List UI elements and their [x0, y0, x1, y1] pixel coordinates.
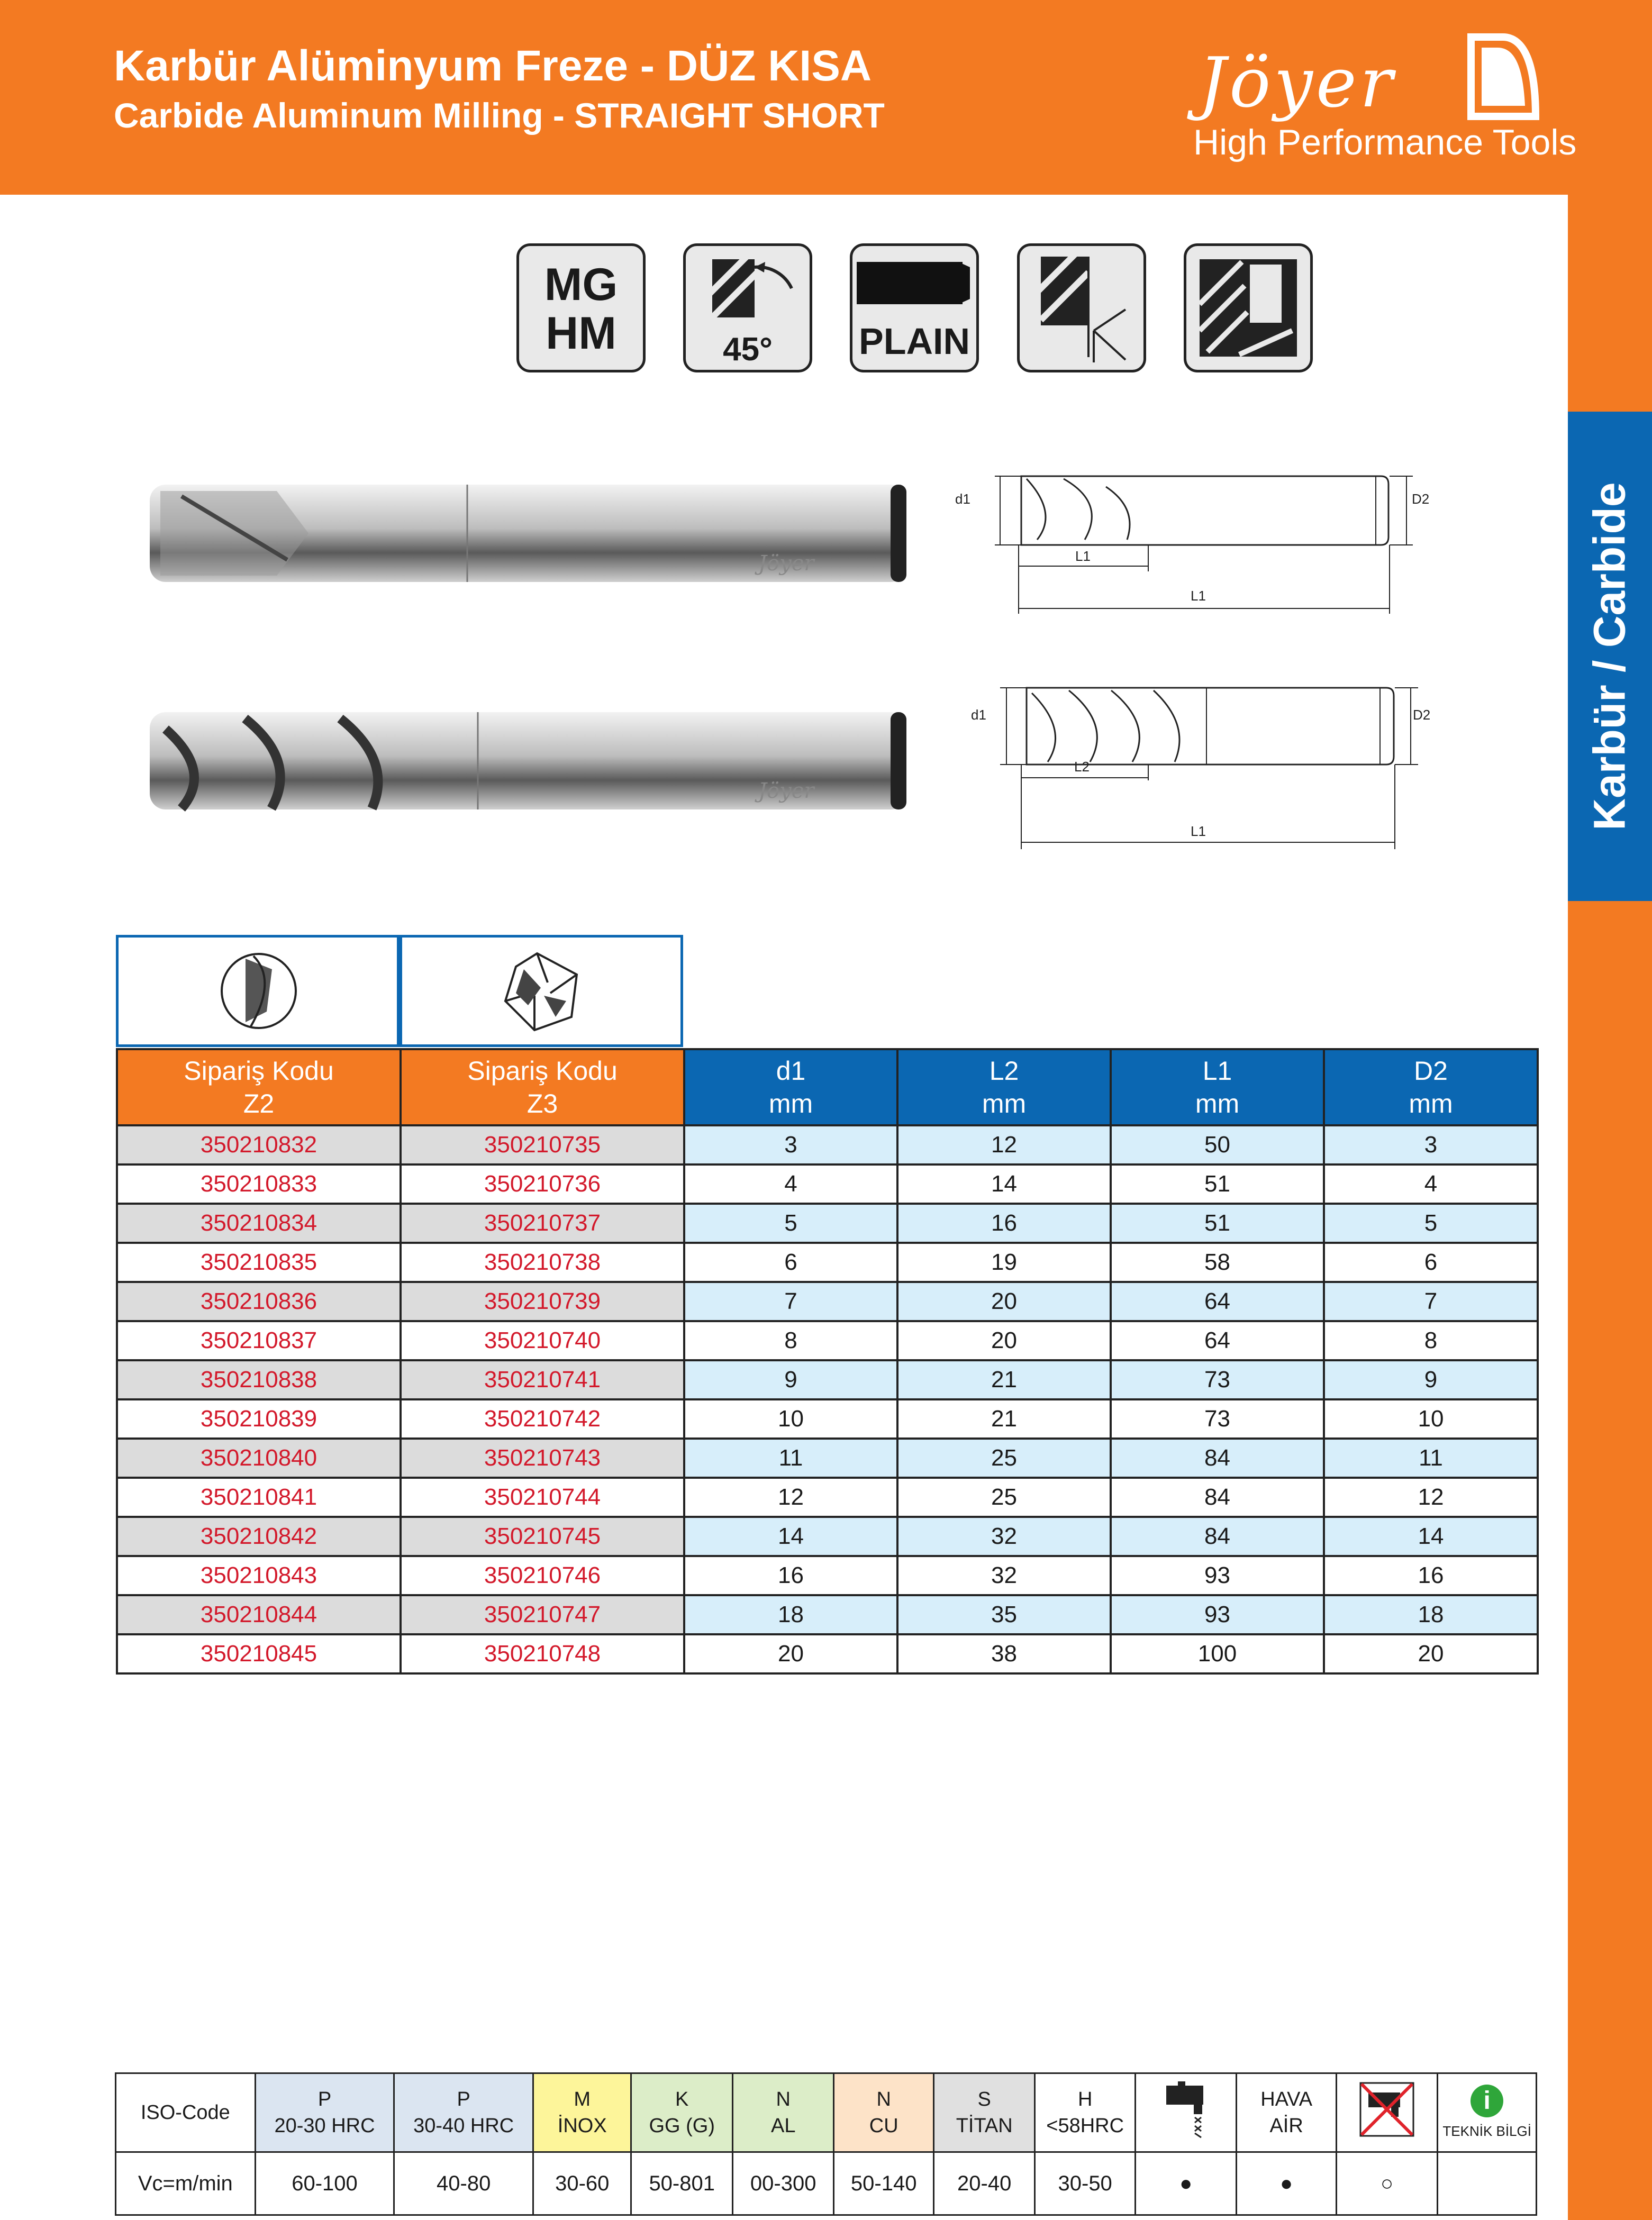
side-tab-label: Karbür / Carbide [1585, 482, 1635, 831]
iso-material-2: M İNOX [533, 2073, 631, 2152]
cell-d2: 5 [1324, 1204, 1538, 1243]
order-code-z2: 350210840 [117, 1439, 401, 1478]
material-line2: HM [546, 308, 616, 359]
order-code-z2: 350210841 [117, 1478, 401, 1517]
helix-angle-label: 45° [723, 331, 773, 368]
iso-material-7: H <58HRC [1035, 2073, 1135, 2152]
table-row [117, 1439, 1538, 1478]
cell-l1: 58 [1111, 1243, 1324, 1282]
col-header-l2: L2 mm [897, 1049, 1111, 1125]
dim-l1-label-top: L1 [1191, 588, 1206, 604]
air-cooling-label: HAVA AİR [1237, 2073, 1336, 2152]
cell-d2: 11 [1324, 1439, 1538, 1478]
iso-material-6: S TİTAN [933, 2073, 1034, 2152]
cell-d1: 4 [684, 1164, 897, 1204]
table-row [117, 1125, 1538, 1164]
dim-d1-label-z3: d1 [971, 707, 986, 723]
cell-l1: 93 [1111, 1595, 1324, 1634]
cell-l2: 21 [897, 1399, 1111, 1439]
order-code-z2: 350210839 [117, 1399, 401, 1439]
plain-shank-icon [850, 243, 979, 372]
cell-d2: 18 [1324, 1595, 1538, 1634]
side-milling-icon [1017, 243, 1146, 372]
order-code-z3: 350210736 [401, 1164, 684, 1204]
cell-l1: 51 [1111, 1164, 1324, 1204]
col-header-d1: d1 mm [684, 1049, 897, 1125]
dim-l1-label-z3: L1 [1191, 823, 1206, 839]
technical-info [1438, 2073, 1537, 2152]
table-row [117, 1478, 1538, 1517]
order-code-z3: 350210748 [401, 1634, 684, 1673]
info-icon: i [1471, 2085, 1503, 2117]
brand-logo-icon [1466, 32, 1540, 122]
cell-l1: 64 [1111, 1282, 1324, 1321]
vc-label: Vc=m/min [116, 2152, 256, 2215]
vc-value-5: 50-140 [834, 2152, 933, 2215]
product-table [116, 1048, 1539, 1675]
order-code-z3: 350210740 [401, 1321, 684, 1360]
cell-d1: 7 [684, 1282, 897, 1321]
order-code-z2: 350210837 [117, 1321, 401, 1360]
order-code-z3: 350210744 [401, 1478, 684, 1517]
cell-l2: 14 [897, 1164, 1111, 1204]
vc-value-7: 30-50 [1035, 2152, 1135, 2215]
dry-vc: ○ [1336, 2152, 1437, 2215]
cell-d2: 3 [1324, 1125, 1538, 1164]
order-code-z2: 350210844 [117, 1595, 401, 1634]
info-label: TEKNİK BİLGİ [1442, 2123, 1531, 2139]
vc-value-4: 00-300 [732, 2152, 833, 2215]
cell-l2: 21 [897, 1360, 1111, 1399]
order-code-z2: 350210843 [117, 1556, 401, 1595]
cell-d2: 6 [1324, 1243, 1538, 1282]
cell-l2: 20 [897, 1321, 1111, 1360]
order-code-z2: 350210836 [117, 1282, 401, 1321]
order-code-z2: 350210842 [117, 1517, 401, 1556]
cell-d2: 8 [1324, 1321, 1538, 1360]
table-row [117, 1282, 1538, 1321]
vc-value-1: 40-80 [394, 2152, 533, 2215]
shank-icon [852, 246, 976, 310]
order-code-z2: 350210835 [117, 1243, 401, 1282]
order-code-z3: 350210737 [401, 1204, 684, 1243]
dim-d1-label: d1 [955, 491, 970, 507]
table-row [117, 1634, 1538, 1673]
dim-l2-label-z3: L2 [1074, 759, 1090, 775]
photo-engraving-z2: Jöyer [758, 551, 814, 576]
col-header-z3: Sipariş Kodu Z3 [401, 1049, 684, 1125]
cell-d2: 4 [1324, 1164, 1538, 1204]
material-line1: MG [544, 259, 618, 310]
order-code-z3: 350210738 [401, 1243, 684, 1282]
iso-cutting-table [115, 2072, 1537, 2216]
cell-d2: 12 [1324, 1478, 1538, 1517]
page-title-en: Carbide Aluminum Milling - STRAIGHT SHORT [114, 96, 885, 135]
cell-d1: 3 [684, 1125, 897, 1164]
cell-l1: 84 [1111, 1478, 1324, 1517]
two-flute-section-icon [119, 938, 397, 1044]
cell-d2: 20 [1324, 1634, 1538, 1673]
col-header-z2: Sipariş Kodu Z2 [117, 1049, 401, 1125]
tool-photo-z3 [150, 708, 912, 814]
cell-l1: 93 [1111, 1556, 1324, 1595]
table-row [117, 1321, 1538, 1360]
dim-d2-label-z3: D2 [1413, 707, 1431, 723]
vc-row [116, 2152, 1537, 2215]
table-row [117, 1360, 1538, 1399]
no-coolant-icon [1336, 2073, 1437, 2152]
cell-d2: 9 [1324, 1360, 1538, 1399]
slot-milling-icon [1184, 243, 1313, 372]
table-row [117, 1204, 1538, 1243]
iso-material-4: N AL [732, 2073, 833, 2152]
order-code-z3: 350210745 [401, 1517, 684, 1556]
three-flute-section-icon [402, 938, 680, 1044]
iso-code-label: ISO-Code [116, 2073, 256, 2152]
vc-value-0: 60-100 [255, 2152, 394, 2215]
cell-l1: 51 [1111, 1204, 1324, 1243]
cell-l2: 19 [897, 1243, 1111, 1282]
order-code-z2: 350210833 [117, 1164, 401, 1204]
order-code-z2: 350210838 [117, 1360, 401, 1399]
order-code-z3: 350210741 [401, 1360, 684, 1399]
brand-tagline: High Performance Tools [1193, 122, 1577, 162]
cell-d2: 16 [1324, 1556, 1538, 1595]
order-code-z3: 350210742 [401, 1399, 684, 1439]
order-code-z2: 350210845 [117, 1634, 401, 1673]
iso-code-row [116, 2073, 1537, 2152]
brand-block [1191, 32, 1577, 175]
order-code-z2: 350210832 [117, 1125, 401, 1164]
cell-l1: 64 [1111, 1321, 1324, 1360]
tool-photo-z2 [150, 480, 912, 586]
order-code-z3: 350210739 [401, 1282, 684, 1321]
order-code-z3: 350210735 [401, 1125, 684, 1164]
table-row [117, 1556, 1538, 1595]
table-row [117, 1517, 1538, 1556]
photo-engraving-z3: Jöyer [758, 779, 814, 803]
shank-label: PLAIN [859, 321, 970, 362]
material-mg-hm-icon [516, 243, 646, 372]
cell-l2: 20 [897, 1282, 1111, 1321]
dimension-diagram-z3 [947, 677, 1431, 862]
cell-l2: 12 [897, 1125, 1111, 1164]
col-header-l1: L1 mm [1111, 1049, 1324, 1125]
cell-l1: 73 [1111, 1360, 1324, 1399]
cell-l2: 25 [897, 1439, 1111, 1478]
table-row [117, 1243, 1538, 1282]
iso-material-5: N CU [834, 2073, 933, 2152]
cell-l2: 25 [897, 1478, 1111, 1517]
cell-l1: 73 [1111, 1399, 1324, 1439]
order-code-z3: 350210747 [401, 1595, 684, 1634]
cell-d1: 18 [684, 1595, 897, 1634]
vc-value-2: 30-60 [533, 2152, 631, 2215]
cell-l2: 16 [897, 1204, 1111, 1243]
cell-d2: 7 [1324, 1282, 1538, 1321]
dimension-diagram-z2 [947, 466, 1430, 624]
cell-l1: 84 [1111, 1439, 1324, 1478]
order-code-z2: 350210834 [117, 1204, 401, 1243]
cell-l1: 50 [1111, 1125, 1324, 1164]
cell-d1: 16 [684, 1556, 897, 1595]
cross-section-z3-box [400, 935, 683, 1047]
iso-material-3: K GG (G) [631, 2073, 732, 2152]
coolant-vc: ● [1135, 2152, 1236, 2215]
cell-d2: 10 [1324, 1399, 1538, 1439]
cell-l1: 100 [1111, 1634, 1324, 1673]
cell-d1: 12 [684, 1478, 897, 1517]
vc-value-6: 20-40 [933, 2152, 1034, 2215]
table-row [117, 1164, 1538, 1204]
order-code-z3: 350210746 [401, 1556, 684, 1595]
cross-section-z2-box [116, 935, 400, 1047]
cell-d1: 11 [684, 1439, 897, 1478]
page-title-tr: Karbür Alüminyum Freze - DÜZ KISA [114, 42, 872, 90]
table-row [117, 1399, 1538, 1439]
cell-l2: 32 [897, 1517, 1111, 1556]
order-code-z3: 350210743 [401, 1439, 684, 1478]
cell-l2: 32 [897, 1556, 1111, 1595]
dim-d2-label: D2 [1412, 491, 1430, 507]
helix-45-icon [686, 246, 810, 331]
table-header-row [117, 1049, 1538, 1125]
brand-logo-text: Jöyer [1199, 42, 1396, 123]
cell-l2: 38 [897, 1634, 1111, 1673]
vc-value-3: 50-801 [631, 2152, 732, 2215]
col-header-d2: D2 mm [1324, 1049, 1538, 1125]
cell-d1: 10 [684, 1399, 897, 1439]
cell-d1: 14 [684, 1517, 897, 1556]
iso-material-0: P 20-30 HRC [255, 2073, 394, 2152]
cell-d1: 20 [684, 1634, 897, 1673]
cell-d2: 14 [1324, 1517, 1538, 1556]
dim-l2-label-top: L1 [1075, 548, 1091, 564]
cell-l1: 84 [1111, 1517, 1324, 1556]
info-vc-empty [1438, 2152, 1537, 2215]
cell-l2: 35 [897, 1595, 1111, 1634]
iso-material-1: P 30-40 HRC [394, 2073, 533, 2152]
table-row [117, 1595, 1538, 1634]
cell-d1: 8 [684, 1321, 897, 1360]
air-vc: ● [1237, 2152, 1336, 2215]
helix-angle-icon [683, 243, 812, 372]
cell-d1: 9 [684, 1360, 897, 1399]
cell-d1: 5 [684, 1204, 897, 1243]
coolant-icon [1135, 2073, 1236, 2152]
cell-d1: 6 [684, 1243, 897, 1282]
